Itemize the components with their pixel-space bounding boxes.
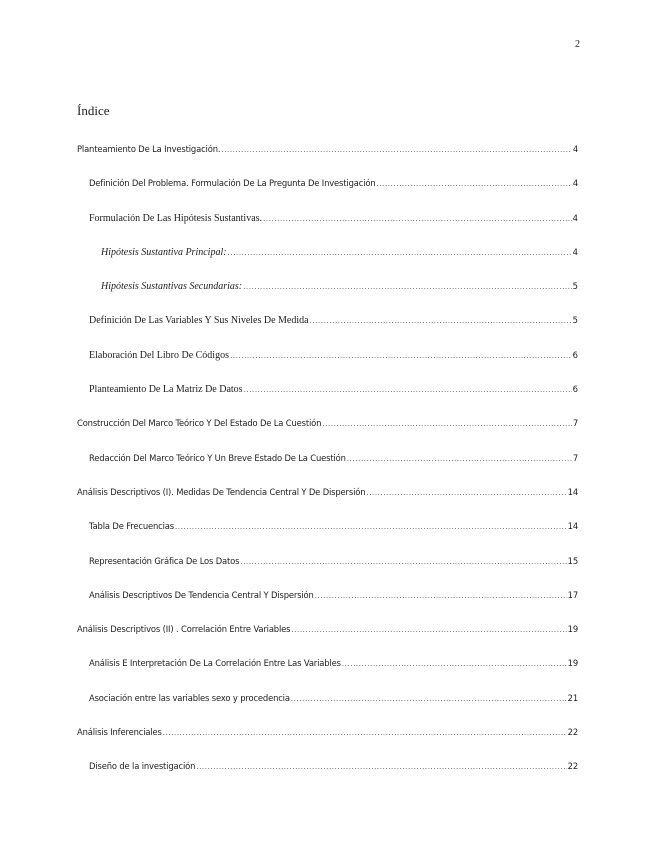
toc-entry-title: Hipótesis Sustantiva Principal: (101, 246, 227, 258)
toc-entry-page: 6 (572, 349, 578, 360)
toc-entry[interactable] (77, 281, 578, 293)
toc-entry[interactable] (77, 350, 578, 362)
toc-entry-page: 5 (572, 281, 578, 292)
toc-entry[interactable] (77, 761, 578, 773)
dot-leader (315, 591, 567, 600)
dot-leader (228, 248, 572, 257)
toc-entry-page: 21 (567, 692, 578, 703)
toc-entry-page: 15 (567, 555, 578, 566)
toc-entry-title: Definición Del Problema. Formulación De La Pregunta De Investigación (89, 178, 376, 189)
toc-entry-title: Planteamiento De La Matriz De Datos (89, 384, 243, 396)
table-of-contents (77, 144, 578, 796)
toc-entry-page: 14 (567, 521, 578, 532)
toc-entry-page: 4 (572, 246, 578, 257)
toc-entry[interactable] (77, 521, 578, 533)
toc-entry-page: 22 (567, 761, 578, 772)
toc-entry-page: 4 (572, 144, 578, 154)
toc-entry-page: 19 (567, 658, 578, 669)
toc-entry-page: 22 (567, 727, 578, 738)
dot-leader (263, 214, 572, 223)
toc-entry[interactable] (77, 178, 578, 190)
toc-title: Índice (77, 103, 110, 118)
toc-entry[interactable] (77, 487, 578, 499)
toc-entry-title: Planteamiento De La Investigación. (77, 144, 221, 154)
toc-entry[interactable] (77, 384, 578, 396)
toc-entry-title: Definición De Las Variables Y Sus Niveles De Medida (89, 315, 309, 327)
dot-leader (221, 145, 571, 154)
toc-entry-title: Formulación De Las Hipótesis Sustantivas. (89, 212, 263, 224)
toc-entry-page: 7 (572, 418, 578, 429)
toc-entry-title: Tabla De Frecuencias (89, 521, 174, 532)
toc-entry-title: Diseño de la investigación (89, 761, 196, 772)
dot-leader (175, 522, 567, 531)
toc-entry[interactable] (77, 590, 578, 602)
dot-leader (240, 557, 566, 566)
toc-entry[interactable] (77, 693, 578, 705)
toc-entry-page: 7 (572, 452, 578, 463)
toc-entry-title: Elaboración Del Libro De Códigos (89, 349, 229, 361)
dot-leader (230, 351, 572, 360)
dot-leader (196, 762, 566, 771)
toc-entry-title: Análisis E Interpretación De La Correlación Entre Las Variables (89, 658, 341, 669)
toc-entry-title: Construcción Del Marco Teórico Y Del Estado De La Cuestión (77, 418, 322, 429)
toc-entry[interactable] (77, 453, 578, 465)
toc-entry-title: Asociación entre las variables sexo y procedencia (89, 692, 290, 703)
dot-leader (163, 728, 567, 737)
toc-entry[interactable] (77, 315, 578, 327)
toc-entry-page: 5 (572, 315, 578, 326)
toc-entry-title: Análisis Inferenciales (77, 727, 162, 738)
toc-entry[interactable] (77, 658, 578, 670)
toc-entry-page: 19 (567, 624, 578, 635)
toc-entry-page: 17 (567, 589, 578, 600)
toc-entry-title: Hipótesis Sustantivas Secundarias: (101, 281, 243, 293)
toc-entry-page: 6 (572, 384, 578, 395)
dot-leader (291, 625, 566, 634)
toc-entry[interactable] (77, 624, 578, 636)
toc-entry[interactable] (77, 556, 578, 568)
toc-entry[interactable] (77, 144, 578, 156)
toc-entry-page: 4 (572, 212, 578, 223)
toc-entry[interactable] (77, 213, 578, 225)
dot-leader (244, 385, 572, 394)
toc-entry-page: 14 (567, 486, 578, 497)
dot-leader (366, 488, 566, 497)
page-number: 2 (575, 39, 580, 50)
toc-entry-page: 4 (572, 178, 578, 189)
toc-entry-title: Análisis Descriptivos (I). Medidas De Tendencia Central Y De Dispersión (77, 486, 366, 497)
dot-leader (377, 179, 572, 188)
dot-leader (243, 282, 572, 291)
toc-entry[interactable] (77, 247, 578, 259)
toc-entry-title: Análisis Descriptivos (II) . Correlación Entre Variables (77, 624, 291, 635)
dot-leader (310, 316, 572, 325)
dot-leader (322, 419, 571, 428)
toc-entry-title: Redacción Del Marco Teórico Y Un Breve Estado De La Cuestión (89, 452, 346, 463)
dot-leader (342, 659, 567, 668)
toc-entry[interactable] (77, 418, 578, 430)
toc-entry[interactable] (77, 727, 578, 739)
dot-leader (347, 454, 572, 463)
toc-entry-title: Representación Gráfica De Los Datos (89, 555, 240, 566)
toc-entry-title: Análisis Descriptivos De Tendencia Central Y Dispersión (89, 589, 314, 600)
dot-leader (291, 694, 567, 703)
